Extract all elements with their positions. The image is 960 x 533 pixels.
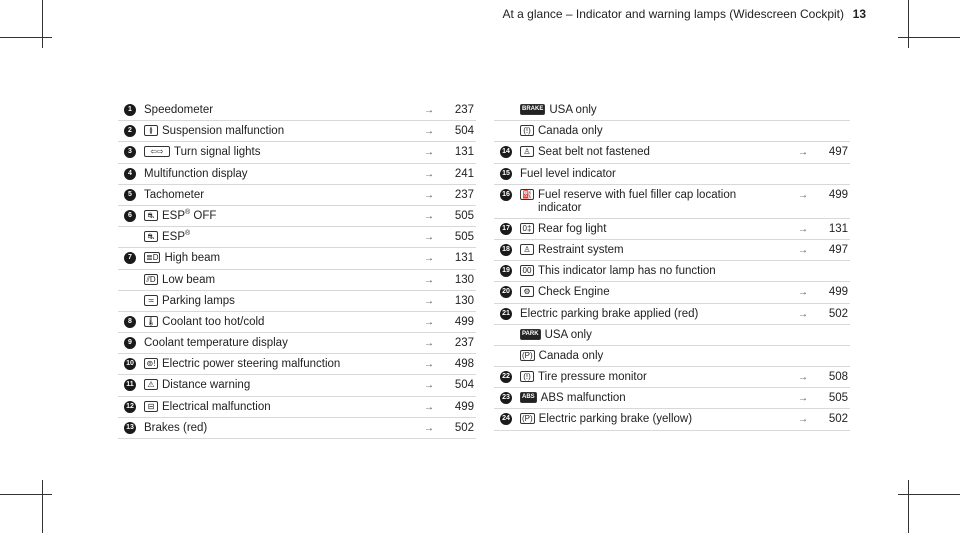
row-description	[520, 350, 850, 363]
arrow-icon: →	[424, 295, 434, 307]
callout-number: 5	[124, 189, 136, 201]
arrow-icon: →	[424, 422, 434, 434]
row-label	[538, 286, 610, 299]
row-label	[144, 168, 248, 181]
indicator-icon: ≬	[144, 125, 158, 136]
callout-number: 4	[124, 168, 136, 180]
indicator-icon: (!)	[520, 371, 534, 382]
row-label-text: Suspension malfunction	[162, 125, 285, 138]
row-label	[520, 308, 698, 321]
row-description	[520, 125, 850, 138]
table-row	[118, 354, 476, 375]
table-row	[118, 418, 476, 439]
row-label	[174, 146, 261, 159]
row-label-text: Rear fog light	[538, 222, 607, 235]
row-label	[144, 104, 213, 117]
callout-number: 7	[124, 252, 136, 264]
page-reference[interactable]: 237	[454, 337, 474, 350]
indicator-icon: 00	[520, 265, 534, 276]
arrow-icon: →	[424, 338, 434, 350]
callout-number: 1	[124, 104, 136, 116]
header-title: At a glance – Indicator and warning lamps (Widescreen Cockpit)	[502, 7, 844, 21]
arrow-icon: →	[798, 147, 808, 159]
table-row	[494, 282, 850, 303]
page-reference[interactable]: 241	[454, 167, 474, 180]
indicator-icon: ≣D	[146, 253, 159, 263]
row-label	[538, 223, 606, 236]
callout-number: 24	[500, 413, 512, 425]
crop-mark	[898, 494, 960, 495]
table-row	[494, 164, 850, 185]
table-row	[494, 367, 850, 388]
page-reference[interactable]: 502	[454, 421, 474, 434]
row-label-text: Electric parking brake applied (red)	[520, 307, 699, 320]
row-description	[520, 265, 850, 278]
table-row	[118, 248, 476, 269]
callout-number: 11	[124, 379, 136, 391]
arrow-icon: →	[424, 189, 434, 201]
crop-mark	[0, 37, 52, 38]
table-row	[118, 206, 476, 227]
row-label-text: USA only	[549, 104, 597, 116]
row-label-text: Brakes (red)	[144, 421, 208, 434]
indicator-icon: (P)	[522, 414, 533, 424]
callout-number: 14	[500, 146, 512, 158]
page-reference[interactable]: 237	[454, 188, 474, 201]
row-description	[520, 104, 850, 117]
arrow-icon: →	[798, 308, 808, 320]
indicator-icon: ABS	[520, 392, 537, 403]
page-reference[interactable]: 508	[828, 371, 848, 384]
indicator-icon: ♙	[520, 244, 534, 255]
table-row	[494, 121, 850, 142]
indicator-icon: ⊟	[144, 401, 158, 412]
table-row	[118, 270, 476, 291]
table-row	[118, 333, 476, 354]
table-row	[494, 409, 850, 430]
page-number: 13	[852, 7, 866, 21]
callout-number: 12	[124, 401, 136, 413]
crop-mark	[42, 480, 43, 533]
row-label	[162, 125, 284, 138]
callout-number: 16	[500, 189, 512, 201]
crop-mark	[908, 0, 909, 48]
arrow-icon: →	[424, 274, 434, 286]
crop-mark	[42, 0, 43, 48]
arrow-icon: →	[424, 401, 434, 413]
row-label	[541, 392, 626, 405]
table-row	[118, 185, 476, 206]
row-label	[162, 379, 250, 392]
left-column	[118, 100, 476, 439]
row-label	[162, 274, 215, 287]
row-label-text: Distance warning	[162, 379, 251, 392]
arrow-icon: →	[424, 210, 434, 222]
crop-mark	[898, 37, 960, 38]
crop-mark	[908, 480, 909, 533]
row-label-text: ABS malfunction	[540, 392, 626, 405]
page-reference[interactable]: 505	[454, 231, 474, 244]
page-reference[interactable]: 499	[828, 188, 848, 201]
row-label-text: Fuel level indicator	[520, 167, 616, 180]
table-row	[494, 240, 850, 261]
page-reference[interactable]: 130	[454, 273, 474, 286]
table-row	[118, 100, 476, 121]
row-label-text: Tachometer	[144, 188, 205, 201]
callout-number: 22	[500, 371, 512, 383]
indicator-icon: ⚠	[144, 379, 158, 390]
row-label	[162, 210, 216, 223]
indicator-icon: (!)	[520, 125, 534, 136]
row-label-text: Low beam	[162, 273, 216, 286]
table-row	[494, 219, 850, 240]
row-label-text: Canada only	[538, 125, 603, 138]
row-label	[539, 350, 604, 363]
table-row	[118, 164, 476, 185]
arrow-icon: →	[424, 105, 434, 116]
row-label-text: Coolant too hot/cold	[162, 315, 265, 328]
row-label	[538, 244, 624, 257]
table-row	[118, 375, 476, 396]
indicator-icon: 🌡	[146, 316, 157, 326]
row-label-text: Turn signal lights	[174, 146, 261, 159]
table-row	[118, 397, 476, 418]
table-row	[494, 346, 850, 367]
crop-mark	[0, 494, 52, 495]
row-label-text: Seat belt not fastened	[538, 146, 650, 159]
table-row	[494, 185, 850, 219]
table-row	[494, 325, 850, 346]
row-label-text: USA only	[544, 328, 592, 341]
row-label-text: Canada only	[538, 349, 604, 362]
row-label	[164, 252, 220, 265]
page-reference[interactable]: 499	[828, 286, 848, 299]
row-label-text: Tire pressure monitor	[538, 371, 647, 384]
indicator-icon: ⫽D	[144, 274, 158, 285]
row-label-text: Electric power steering malfunction	[162, 358, 341, 371]
row-label	[144, 189, 204, 202]
row-label	[538, 371, 647, 384]
page-reference[interactable]: 505	[828, 392, 848, 405]
row-label	[538, 146, 650, 159]
arrow-icon: →	[798, 287, 808, 299]
right-column	[494, 100, 850, 431]
callout-number: 17	[500, 223, 512, 235]
page-reference[interactable]: 504	[454, 379, 474, 392]
callout-number: 20	[500, 286, 512, 298]
table-row	[494, 142, 850, 163]
page-reference[interactable]: 497	[828, 243, 848, 256]
indicator-icon: ♙	[520, 146, 534, 157]
row-label	[144, 422, 207, 435]
table-row	[118, 142, 476, 163]
row-label-text: High beam	[164, 252, 221, 265]
table-row	[494, 261, 850, 282]
row-label-text: Coolant temperature display	[144, 337, 288, 350]
callout-number: 2	[124, 125, 136, 137]
arrow-icon: →	[424, 380, 434, 392]
row-description	[520, 329, 850, 342]
table-row	[118, 312, 476, 333]
row-label	[538, 189, 736, 215]
page-reference[interactable]: 237	[454, 104, 474, 116]
row-label-text: Fuel reserve with fuel filler cap location	[538, 188, 737, 201]
page-reference[interactable]: 130	[454, 294, 474, 307]
arrow-icon: →	[424, 359, 434, 371]
callout-number: 13	[124, 422, 136, 434]
callout-number: 9	[124, 337, 136, 349]
page-reference[interactable]: 504	[454, 125, 474, 138]
page-reference[interactable]: 131	[828, 222, 848, 235]
row-label	[144, 337, 288, 350]
callout-number: 19	[500, 265, 512, 277]
row-label	[545, 329, 592, 342]
page-reference[interactable]: 497	[828, 146, 848, 159]
row-description	[520, 168, 850, 181]
arrow-icon: →	[424, 126, 434, 138]
callout-number: 15	[500, 168, 512, 180]
row-label	[538, 125, 603, 138]
page-reference[interactable]: 502	[828, 307, 848, 320]
row-label-text: ESP®	[162, 230, 191, 244]
row-label	[539, 413, 692, 426]
arrow-icon: →	[798, 393, 808, 405]
row-label-text: Electrical malfunction	[162, 400, 271, 413]
callout-number: 18	[500, 244, 512, 256]
row-label	[549, 104, 596, 117]
row-label	[538, 265, 716, 278]
arrow-icon: →	[424, 147, 434, 159]
row-label	[162, 231, 190, 244]
row-label-text: Multifunction display	[144, 167, 248, 180]
indicator-icon: BRAKE	[520, 104, 545, 115]
page-reference[interactable]: 131	[454, 146, 474, 159]
indicator-icon: ⊚!	[144, 358, 158, 369]
row-label-text-cont: indicator	[538, 201, 582, 214]
table-row	[118, 121, 476, 142]
callout-number: 21	[500, 308, 512, 320]
callout-number: 23	[500, 392, 512, 404]
indicator-icon: ⛐	[144, 210, 158, 221]
indicator-icon: 0‡	[520, 223, 534, 234]
callout-number: 8	[124, 316, 136, 328]
indicator-icon: ⇦⇨	[144, 146, 170, 157]
row-label-text: This indicator lamp has no function	[538, 265, 716, 278]
arrow-icon: →	[798, 414, 808, 426]
table-row	[494, 388, 850, 409]
callout-number: 3	[124, 146, 136, 158]
indicator-icon: ⛐	[144, 231, 158, 242]
arrow-icon: →	[424, 316, 434, 328]
arrow-icon: →	[798, 244, 808, 256]
arrow-icon: →	[798, 189, 808, 201]
indicator-icon: PARK	[520, 329, 541, 340]
indicator-icon: ⛽	[520, 189, 534, 200]
callout-number: 6	[124, 210, 136, 222]
page-reference[interactable]: 502	[828, 413, 848, 426]
row-label-text: Restraint system	[538, 243, 624, 256]
page-reference[interactable]: 499	[454, 315, 474, 328]
row-label-text: Electric parking brake (yellow)	[538, 413, 693, 426]
arrow-icon: →	[424, 232, 434, 244]
page-reference[interactable]: 499	[454, 400, 474, 413]
row-label-text: Check Engine	[538, 286, 610, 299]
callout-number: 10	[124, 358, 136, 370]
page-reference[interactable]: 505	[454, 209, 474, 222]
indicator-icon: ≍	[144, 295, 158, 306]
indicator-icon: (P)	[522, 350, 533, 360]
table-row	[118, 227, 476, 248]
table-row	[494, 304, 850, 325]
table-row	[118, 291, 476, 312]
row-label	[162, 295, 235, 308]
row-label	[162, 358, 340, 371]
page-reference[interactable]: 498	[454, 358, 474, 371]
row-label-text: Parking lamps	[162, 294, 235, 307]
indicator-icon: ⚙	[520, 286, 534, 297]
table-row	[494, 100, 850, 121]
row-label	[162, 316, 264, 329]
arrow-icon: →	[424, 253, 434, 265]
arrow-icon: →	[798, 223, 808, 235]
row-label-text: Speedometer	[144, 104, 214, 116]
page-reference[interactable]: 131	[454, 252, 474, 265]
row-label	[520, 168, 616, 181]
row-label-text: ESP® OFF	[162, 209, 217, 222]
arrow-icon: →	[424, 168, 434, 180]
row-label	[162, 401, 271, 414]
arrow-icon: →	[798, 372, 808, 384]
